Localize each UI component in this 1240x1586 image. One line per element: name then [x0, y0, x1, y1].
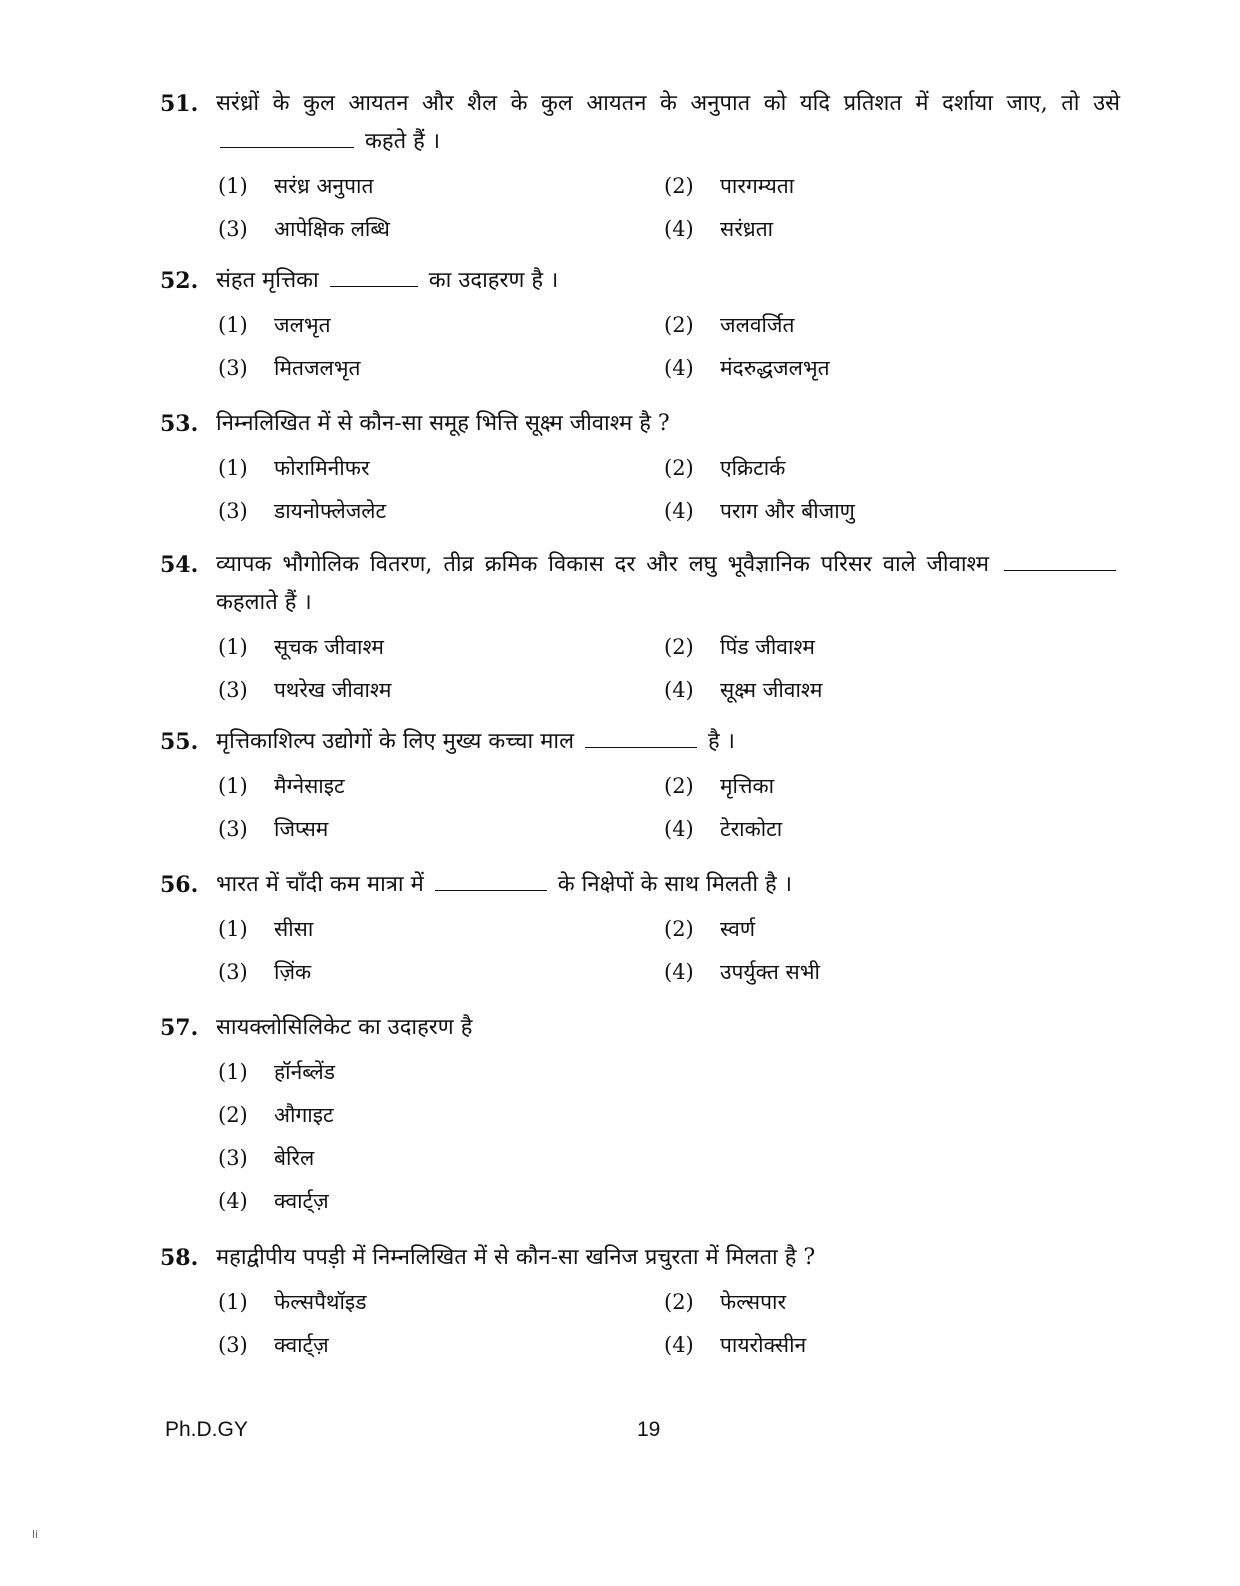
question-stem [160, 546, 1120, 622]
question-text: भारत में चाँदी कम मात्रा में [216, 872, 424, 897]
option-text: एक्रिटार्क [720, 456, 786, 480]
option-4 [664, 669, 1104, 712]
option-number: (3) [218, 1333, 248, 1357]
option-number: (4) [664, 678, 694, 702]
option-3 [218, 951, 664, 994]
question-text-tail: कहलाते हैं । [216, 590, 312, 615]
question-number: 55. [160, 729, 199, 755]
options [218, 626, 1120, 712]
option-text: पायरोक्सीन [720, 1333, 807, 1357]
question-text-tail: कहते हैं । [365, 129, 441, 154]
question-number: 53. [160, 411, 199, 437]
option-number: (2) [664, 313, 694, 337]
option-number: (3) [218, 499, 248, 523]
option-text: ज़िंक [274, 960, 312, 984]
option-number: (3) [218, 1146, 248, 1170]
options [218, 765, 1120, 851]
option-number: (4) [664, 960, 694, 984]
option-number: (2) [664, 456, 694, 480]
question-53 [160, 405, 1120, 533]
option-number: (4) [664, 499, 694, 523]
option-text: औगाइट [274, 1103, 334, 1127]
option-3 [218, 1137, 718, 1180]
question-text-tail: का उदाहरण है । [428, 268, 559, 293]
question-text: निम्नलिखित में से कौन-सा समूह भित्ति सूक्ष्म जीवाश्म है ? [216, 411, 670, 436]
option-text: फेल्सपार [720, 1290, 787, 1314]
question-stem [160, 262, 1120, 300]
option-2 [218, 1094, 718, 1137]
option-3 [218, 208, 664, 251]
option-number: (1) [218, 1060, 248, 1084]
option-text: सूचक जीवाश्म [274, 635, 384, 659]
option-number: (2) [664, 774, 694, 798]
option-4 [218, 1180, 718, 1223]
option-2 [664, 765, 1104, 808]
option-4 [664, 490, 1104, 533]
option-text: टेराकोटा [720, 817, 783, 841]
exam-code: Ph.D.GY [165, 1418, 248, 1441]
option-text: मृत्तिका [720, 774, 775, 798]
question-54 [160, 546, 1120, 712]
question-number: 57. [160, 1015, 199, 1041]
answer-blank [1004, 548, 1116, 571]
answer-blank [435, 868, 547, 891]
option-text: पराग और बीजाणु [720, 499, 855, 523]
option-2 [664, 447, 1104, 490]
question-58 [160, 1239, 1120, 1367]
option-text: उपर्युक्त सभी [720, 960, 820, 984]
question-stem [160, 1239, 1120, 1277]
option-text: क्वार्ट्ज़ [274, 1189, 329, 1213]
question-stem [160, 405, 1120, 443]
question-number: 54. [160, 552, 199, 578]
option-number: (2) [664, 917, 694, 941]
option-number: (1) [218, 174, 248, 198]
option-number: (2) [664, 174, 694, 198]
option-text: मितजलभृत [274, 356, 361, 380]
answer-blank [585, 725, 697, 748]
option-number: (3) [218, 356, 248, 380]
question-number: 52. [160, 268, 199, 294]
option-1 [218, 626, 664, 669]
option-number: (2) [218, 1103, 248, 1127]
option-text: पथरेख जीवाश्म [274, 678, 392, 702]
question-text: संहत मृत्तिका [216, 268, 319, 293]
options [218, 908, 1120, 994]
options [218, 1051, 1120, 1223]
question-text: सायक्लोसिलिकेट का उदाहरण है [216, 1015, 473, 1040]
option-3 [218, 808, 664, 851]
option-number: (4) [664, 356, 694, 380]
option-2 [664, 1281, 1104, 1324]
option-3 [218, 347, 664, 390]
option-1 [218, 304, 664, 347]
option-number: (1) [218, 774, 248, 798]
option-number: (4) [664, 1333, 694, 1357]
option-text: सूक्ष्म जीवाश्म [720, 678, 823, 702]
option-2 [664, 304, 1104, 347]
options [218, 304, 1120, 390]
option-text: मैग्नेसाइट [274, 774, 345, 798]
question-text: सरंध्रों के कुल आयतन और शैल के कुल आयतन के अनुपात को यदि प्रतिशत में दर्शाया जाए, तो उसे [216, 91, 1120, 116]
option-text: सरंध्र अनुपात [274, 174, 374, 198]
question-number: 58. [160, 1245, 199, 1271]
option-text: डायनोफ्लेजलेट [274, 499, 387, 523]
option-text: पारगम्यता [720, 174, 795, 198]
option-text: बेरिल [274, 1146, 315, 1170]
option-3 [218, 669, 664, 712]
option-1 [218, 1051, 718, 1094]
option-text: फेल्सपैथॉइड [274, 1290, 367, 1314]
option-2 [664, 908, 1104, 951]
option-1 [218, 908, 664, 951]
scan-mark: li [32, 1528, 39, 1541]
answer-blank [330, 264, 418, 287]
option-4 [664, 951, 1104, 994]
option-text: जलवर्जित [720, 313, 795, 337]
option-text: सरंध्रता [720, 217, 774, 241]
option-number: (1) [218, 456, 248, 480]
question-stem [160, 85, 1120, 161]
question-number: 51. [160, 91, 199, 117]
option-3 [218, 1324, 664, 1367]
option-number: (2) [664, 635, 694, 659]
option-4 [664, 1324, 1104, 1367]
option-text: जिप्सम [274, 817, 329, 841]
option-text: पिंड जीवाश्म [720, 635, 815, 659]
question-52 [160, 262, 1120, 390]
option-number: (1) [218, 917, 248, 941]
question-text: व्यापक भौगोलिक वितरण, तीव्र क्रमिक विकास दर और लघु भूवैज्ञानिक परिसर वाले जीवाश्म [216, 552, 990, 577]
option-4 [664, 208, 1104, 251]
question-57 [160, 1009, 1120, 1223]
option-number: (1) [218, 635, 248, 659]
options [218, 1281, 1120, 1367]
option-number: (3) [218, 960, 248, 984]
option-text: जलभृत [274, 313, 331, 337]
option-text: स्वर्ण [720, 917, 756, 941]
option-number: (3) [218, 678, 248, 702]
option-text: आपेक्षिक लब्धि [274, 217, 390, 241]
option-text: फोरामिनीफर [274, 456, 370, 480]
question-text-tail: है । [708, 729, 736, 754]
option-4 [664, 347, 1104, 390]
option-text: सीसा [274, 917, 314, 941]
question-stem [160, 1009, 1120, 1047]
answer-blank [220, 125, 354, 148]
question-stem [160, 723, 1120, 761]
option-2 [664, 626, 1104, 669]
option-number: (3) [218, 217, 248, 241]
question-stem [160, 866, 1120, 904]
option-1 [218, 765, 664, 808]
question-number: 56. [160, 872, 199, 898]
option-number: (4) [664, 817, 694, 841]
options [218, 447, 1120, 533]
question-text-tail: के निक्षेपों के साथ मिलती है । [557, 872, 793, 897]
option-text: हॉर्नब्लेंड [274, 1060, 336, 1084]
page-number: 19 [637, 1418, 661, 1441]
question-text: महाद्वीपीय पपड़ी में निम्नलिखित में से कौन-सा खनिज प्रचुरता में मिलता है ? [216, 1245, 816, 1270]
option-number: (2) [664, 1290, 694, 1314]
option-3 [218, 490, 664, 533]
option-number: (1) [218, 1290, 248, 1314]
option-number: (4) [664, 217, 694, 241]
options [218, 165, 1120, 251]
option-2 [664, 165, 1104, 208]
option-number: (1) [218, 313, 248, 337]
option-4 [664, 808, 1104, 851]
option-1 [218, 165, 664, 208]
option-text: क्वार्ट्ज़ [274, 1333, 329, 1357]
question-56 [160, 866, 1120, 994]
option-number: (3) [218, 817, 248, 841]
option-1 [218, 447, 664, 490]
question-55 [160, 723, 1120, 851]
option-number: (4) [218, 1189, 248, 1213]
option-text: मंदरुद्धजलभृत [720, 356, 830, 380]
question-text: मृत्तिकाशिल्प उद्योगों के लिए मुख्य कच्चा माल [216, 729, 574, 754]
option-1 [218, 1281, 664, 1324]
question-51 [160, 85, 1120, 251]
